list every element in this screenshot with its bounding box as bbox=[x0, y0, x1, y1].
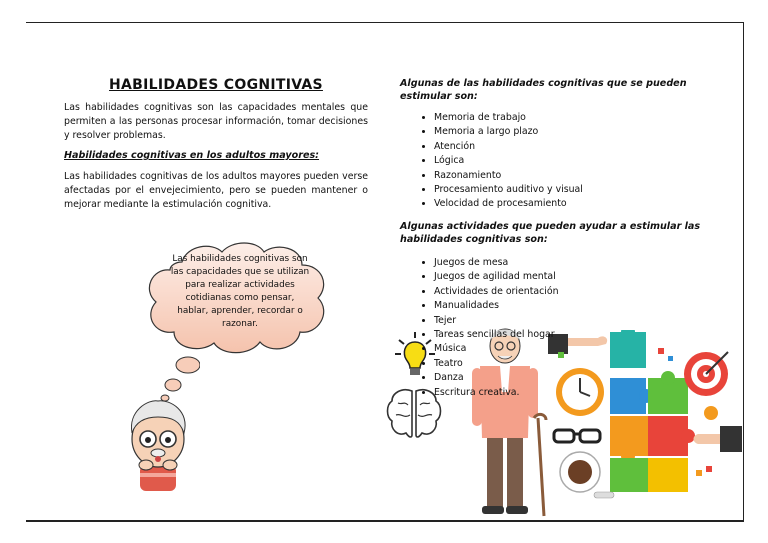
page-border-bottom bbox=[26, 520, 744, 522]
list-item: • Lógica bbox=[434, 154, 710, 168]
list-item: • Velocidad de procesamiento bbox=[434, 197, 710, 211]
activities-heading: Algunas actividades que pueden ayudar a estimular las habilidades cognitivas son: bbox=[400, 220, 701, 245]
intro-paragraph: Las habilidades cognitivas son las capacidades mentales que permiten a las personas procesar información, tomar decisiones y resolver problemas. bbox=[64, 102, 368, 141]
list-item: • Danza bbox=[434, 371, 714, 385]
elderly-man-illustration bbox=[118, 395, 198, 495]
list-item: • Manualidades bbox=[434, 299, 714, 313]
list-item: • Juegos de agilidad mental bbox=[434, 270, 714, 284]
elderly-subheading: Habilidades cognitivas en los adultos mayores: bbox=[64, 150, 320, 161]
list-item: • Tejer bbox=[434, 314, 714, 328]
list-item: • Razonamiento bbox=[434, 169, 710, 183]
list-item: • Actividades de orientación bbox=[434, 285, 714, 299]
list-item: • Procesamiento auditivo y visual bbox=[434, 183, 710, 197]
list-item: • Tareas sencillas del hogar bbox=[434, 328, 714, 342]
list-item: • Juegos de mesa bbox=[434, 256, 714, 270]
list-item: • Música bbox=[434, 342, 714, 356]
right-column bbox=[400, 77, 710, 254]
bubble-text: Las habilidades cognitivas son las capacidades que se utilizan para realizar actividades cotidianas como pensar, hablar, aprender, recordar o razonar. bbox=[170, 254, 310, 329]
list-item: • Escritura creativa. bbox=[434, 386, 714, 400]
list-item: • Memoria de trabajo bbox=[434, 111, 710, 125]
list-item: • Memoria a largo plazo bbox=[434, 125, 710, 139]
elderly-paragraph: Las habilidades cognitivas de los adultos mayores pueden verse afectadas por el envejecimiento, pero se pueden mantener o mejorar mediante la estimulación cognitiva. bbox=[64, 171, 368, 210]
activities-list bbox=[400, 256, 714, 400]
left-column bbox=[64, 78, 368, 218]
skills-heading: Algunas de las habilidades cognitivas que se pueden estimular son: bbox=[400, 78, 687, 102]
list-item: • Teatro bbox=[434, 357, 714, 371]
skills-list bbox=[400, 111, 710, 212]
list-item: • Atención bbox=[434, 140, 710, 154]
document-title: HABILIDADES COGNITIVAS bbox=[109, 77, 323, 93]
